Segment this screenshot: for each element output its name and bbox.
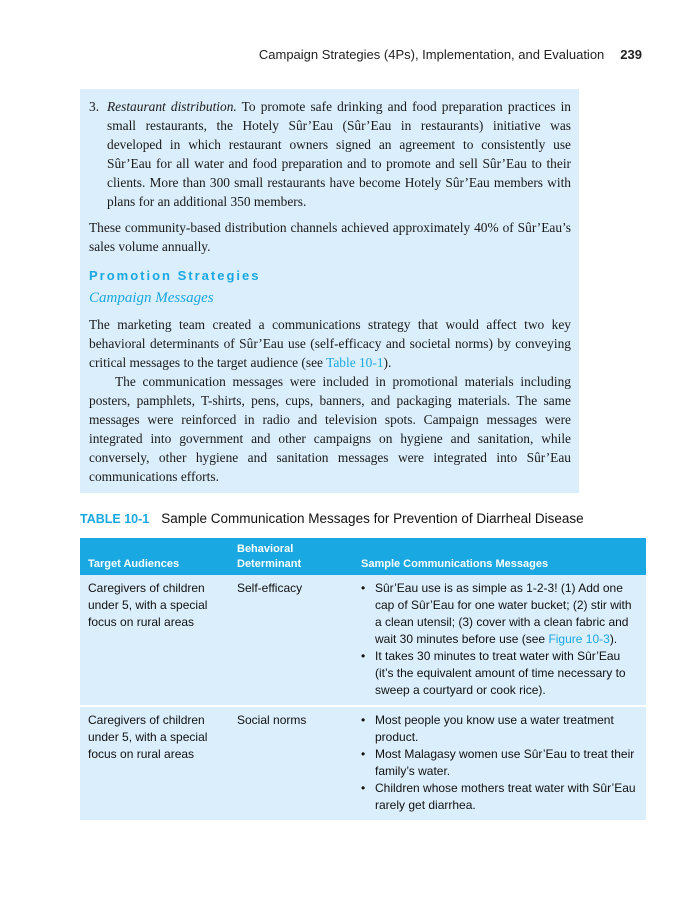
figure-reference-link[interactable]: Figure 10-3 <box>548 632 610 646</box>
cell-messages <box>353 706 646 820</box>
cell-audience: Caregivers of children under 5, with a special focus on rural areas <box>80 706 229 820</box>
message-bullet: • Most people you know use a water treatment product. <box>361 712 638 746</box>
table-caption-text: Sample Communication Messages for Prevention of Diarrheal Disease <box>161 511 584 526</box>
table-label: TABLE 10-1 <box>80 512 150 526</box>
cell-audience: Caregivers of children under 5, with a special focus on rural areas <box>80 575 229 706</box>
cell-determinant: Self-efficacy <box>229 575 353 706</box>
running-header <box>0 47 642 62</box>
content-box <box>80 89 579 493</box>
message-bullet: • Children whose mothers treat water with Sûr’Eau rarely get diarrhea. <box>361 780 638 814</box>
list-item-text <box>107 97 571 211</box>
bullet-text: Sûr’Eau use is as simple as 1-2-3! (1) Add one cap of Sûr’Eau for one water bucket; (2) stir with a clean utensil; (3) cover with a clean fabric and wait 30 minutes before use (see <box>375 581 632 646</box>
cell-determinant: Social norms <box>229 706 353 820</box>
list-item-restaurant-distribution <box>89 97 571 211</box>
header-title: Campaign Strategies (4Ps), Implementation, and Evaluation <box>258 47 605 62</box>
list-item-heading: Restaurant distribution. <box>107 99 237 114</box>
header-behavioral-determinant: Behavioral Determinant <box>229 538 353 575</box>
paragraph-text-end: ). <box>383 355 392 370</box>
table-header-row <box>80 538 646 575</box>
message-bullet: • Most Malagasy women use Sûr’Eau to treat their family’s water. <box>361 746 638 780</box>
messages-table <box>80 538 646 820</box>
page-number: 239 <box>620 47 642 62</box>
paragraph-communication-messages: The communication messages were included in promotional materials including posters, pamphlets, T-shirts, pens, cups, banners, and packaging materials. The same messages were reinforced in radio and television spots. Campaign messages were integrated into government and other campaigns on hygiene and sanitation, while conversely, other hygiene and sanitation messages were integrated into Sûr’Eau communications efforts. <box>89 374 571 484</box>
subsection-heading: Campaign Messages <box>89 290 214 306</box>
table-row <box>80 575 646 706</box>
bullet-text-end: ). <box>609 632 618 646</box>
header-target-audiences: Target Audiences <box>80 538 229 575</box>
header-sample-messages: Sample Communications Messages <box>353 538 646 575</box>
table-row <box>80 706 646 820</box>
section-heading: Promotion Strategies <box>89 268 261 283</box>
paragraph-communications-strategy <box>89 315 571 372</box>
paragraph-text: The marketing team created a communications strategy that would affect two key behavioral determinants of Sûr’Eau use (self-efficacy and societal norms) by conveying critical messages to the target audience (see <box>89 317 571 370</box>
list-number: 3. <box>89 99 100 114</box>
message-bullet <box>361 580 638 648</box>
table-caption <box>80 511 584 526</box>
cell-messages <box>353 575 646 706</box>
paragraph-distribution-summary: These community-based distribution channels achieved approximately 40% of Sûr’Eau’s sales volume annually. <box>89 220 571 254</box>
list-item-body: To promote safe drinking and food preparation practices in small restaurants, the Hotely Sûr’Eau (Sûr’Eau in restaurants) initiative was developed in which restaurant owners signed an agreement to consistently use Sûr’Eau for all water and food preparation and to promote and sell Sûr’Eau to their clients. More than 300 small restaurants have become Hotely Sûr’Eau members with plans for an additional 350 members. <box>107 99 571 209</box>
message-bullet: • It takes 30 minutes to treat water with Sûr’Eau (it’s the equivalent amount of time necessary to sweep a courtyard or cook rice). <box>361 648 638 699</box>
table-reference-link[interactable]: Table 10-1 <box>326 355 384 370</box>
